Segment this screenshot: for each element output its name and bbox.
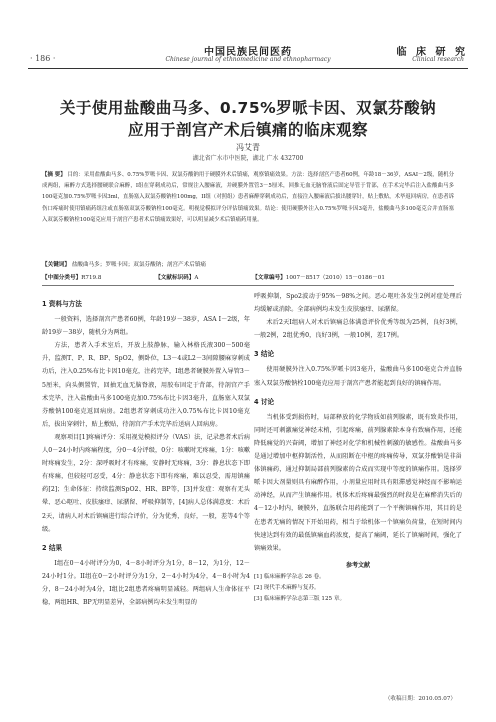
clc-value: R719.8 [81,275,102,281]
section-3-heading: 3 结论 [254,350,275,359]
page-number: · 186 · [30,54,56,63]
right-column [254,290,462,605]
clc-label: 【中图分类号】 [42,275,82,281]
section-2-heading: 2 结果 [42,543,63,552]
author-affiliation: 湖北省广水市中医院，湖北 广水 432700 [192,155,304,162]
section-3-paragraph: 使用硬膜外注入0.75%罗哌卡因3毫升，盐酸曲马多100毫克合并直肠塞入双氯芬酸钠栓100毫克应用于剖宫产患者能起到良好的镇痛作用。 [254,366,462,387]
doc-code-label: 【文献标识码】 [155,275,195,281]
reference-item: [3] 临床麻醉学杂志第三版 125 章。 [254,595,346,602]
section-title-en: Clinical research [412,56,464,63]
section-4-paragraph: 当机体受到损伤时，局部释放的化学物质如前列腺素，既有致炎作用，同时还可刺激痛觉神经末梢，引起疼痛，前列腺素除本身有致痛作用，还能降低痛觉的兴奋阈，增加了神经对化学和机械性刺激的敏感性。盐酸曲马多是通过增加中枢抑制活性，从而阻断在中枢的疼痛传导，双氯芬酸钠是非甾体镇痛药，通过抑制局部前列腺素的合成而实现中等度的镇痛作用。选择罗哌卡因大剂量则具有麻醉作用，小剂量应用时具有阻滞感觉神经而不影响运动神经，从而产生镇痛作用。机体术后疼痛最强烈的时段是在麻醉消失后的4－12小时内，硬膜外，直肠联合用药能到了一个平衡镇痛作用，其目的是在患者无痛的情况下开始用药，相当于给机体一个镇痛负荷量，在短时间内快速达到有效的最低镇痛血药浓度，提高了痛阈，延长了镇痛时间，强化了镇痛效果。 [254,413,462,552]
running-header [0,40,496,68]
received-date: （收稿日期：2010.05.07） [384,696,456,702]
references-heading: 参考文献 [345,561,370,569]
article-no-label: 【文章编号】 [252,275,286,281]
article-title-line1: 关于使用盐酸曲马多、0.75%罗哌卡因、双氯芬酸钠 [59,99,437,117]
section-1-paragraph: 观察项目[1]疼痛评分：采用视觉模拟评分（VAS）法，记录患者术后病人0－24小时内疼痛程度，分0－4分评级，0分：咳嗽时无疼痛，1分：咳嗽时疼痛发生，2分：深呼吸时才有疼痛，安静时无疼痛，3分：静息状态下即有疼痛，但较轻可忍受，4分：静息状态下即有疼痛，难以忍受，需用镇痛药[2]；生命体征：持续监测SpO2、HR、BP等，[3]并发症：观察有无头晕、恶心呕吐、皮肤瘙痒、尿潴留、呼吸抑制等，[4]病人总体满意度：术后2天，请病人对术后镇痛进行综合评价，分为优秀，良好，一般，差等4个等级。 [42,433,250,533]
abstract-label: 【摘 要】 [42,172,66,178]
reference-item: [2] 现代手术麻醉与复苏。 [254,584,320,591]
article-title-line2: 应用于剖宫产术后镇痛的临床观察 [127,121,368,139]
section-2-paragraph: I组在0－4小时评分为0，4－8小时评分为1分，8－12，为1分，12－24小时1分。II组在0－2小时评分为1分，2－4小时为4分，4－8小时为4分，8－24小时为4分，I组比2组患者疼痛明显减轻。两组病人生命体征平稳，两组HR、BP无明显差异，全部病例均未发生明显的 [42,559,250,607]
left-column [42,292,250,609]
satisfaction-paragraph: 术后2天I组病人对术后镇痛总体满意评价优秀等级为25例，良好3例，一般2例，2组优秀0，良好3例，一般10例，差17例。 [254,319,462,340]
section-4-heading: 4 讨论 [254,397,275,406]
section-1-paragraph: 一般资料，选择剖宫产患者60例，年龄19岁－38岁，ASA I－2级，年龄19岁－38岁，随机分为两组。 [42,316,250,337]
abstract [42,170,454,226]
classification-line [42,273,454,281]
abstract-divider [42,285,454,286]
journal-title-cn: 中国民族民间医药 [204,47,292,58]
section-1-heading: 1 资料与方法 [42,300,82,308]
continued-paragraph: 呼吸抑制，Spo2波动于95%－98%之间。恶心呕吐各发生2例对症处理后均缓解或消除。全部病例均未发生皮肤瘙痒、尿潴留。 [254,293,462,314]
journal-title-en: Chinese journal of ethnomedicine and ethnopharmacy [165,56,331,63]
keywords [42,260,454,268]
doc-code-value: A [194,275,199,281]
keywords-label: 【关键词】 [42,262,70,268]
section-1-paragraph: 方法，患者入手术室后，开放上肢静脉，输入林格氏液300－500毫升，监测T、P、R、BP、SpO2，侧卧位，L3－4或L2－3间隙腰麻穿刺成功后，注入0.25%布比卡因10毫克，注药完毕，I组患者硬膜外置入导管3－5厘米，向头侧置管，回抽无血无脑脊液，用胶布固定于背部，待剖宫产手术完毕，注入盐酸曲马多100毫克加0.75%布比卡因3毫升，直肠塞入双氯芬酸钠100毫克返回病房。2组患者穿刺成功注入0.75%布比卡因10毫克后，拔出穿刺针，贴上敷贴，待剖宫产手术完毕后送病人回病房。 [42,342,250,428]
author-name: 冯艾青 [236,143,260,152]
section-title-cn: 临 床 研 究 [396,47,468,58]
abstract-text: 目的：采用盐酸曲马多、0.75%罗哌卡因、双氯芬酸钠用于硬膜外术后镇痛，观察镇痛效果。方法：选择剖宫产患者60例，年龄18－36岁，ASAI－2级，随机分成两组，麻醉方式选择腰硬联合麻醉，I组在穿刺成功后，常规注入腰麻液，并硬膜外置管3－5厘米，回推无血无脑脊液后固定导管于背部，在手术完毕后注入盐酸曲马多100毫克加0.75%罗哌卡因3ml，直肠塞入双氯芬酸钠栓100mg，II组（对照组）患者麻醉穿刺成功后，直接注入腰麻液后拔出腰穿针，贴上敷贴，术毕返回病房，在患者诉伤口疼痛时使用镇痛药组注或直肠塞双氯芬酸钠栓100毫克。明视觉模拟评分评估镇痛效果。结论：使用硬膜外注入0.75%罗哌卡因3毫升，盐酸曲马多100毫克合并直肠塞入双氯芬酸钠栓100毫克应用于剖宫产患者术后镇痛效果好，可以明显减少术后镇痛药用量。 [42,172,454,223]
article-no-value: 1007－8517（2010）15－0186－01 [285,275,385,281]
header-divider [28,68,468,69]
keywords-text: 盐酸曲马多；罗哌卡因；双氯芬酸钠；剖宫产术后镇痛 [71,262,207,268]
reference-item: [1] 临床麻醉学杂志 26 卷。 [254,573,325,580]
